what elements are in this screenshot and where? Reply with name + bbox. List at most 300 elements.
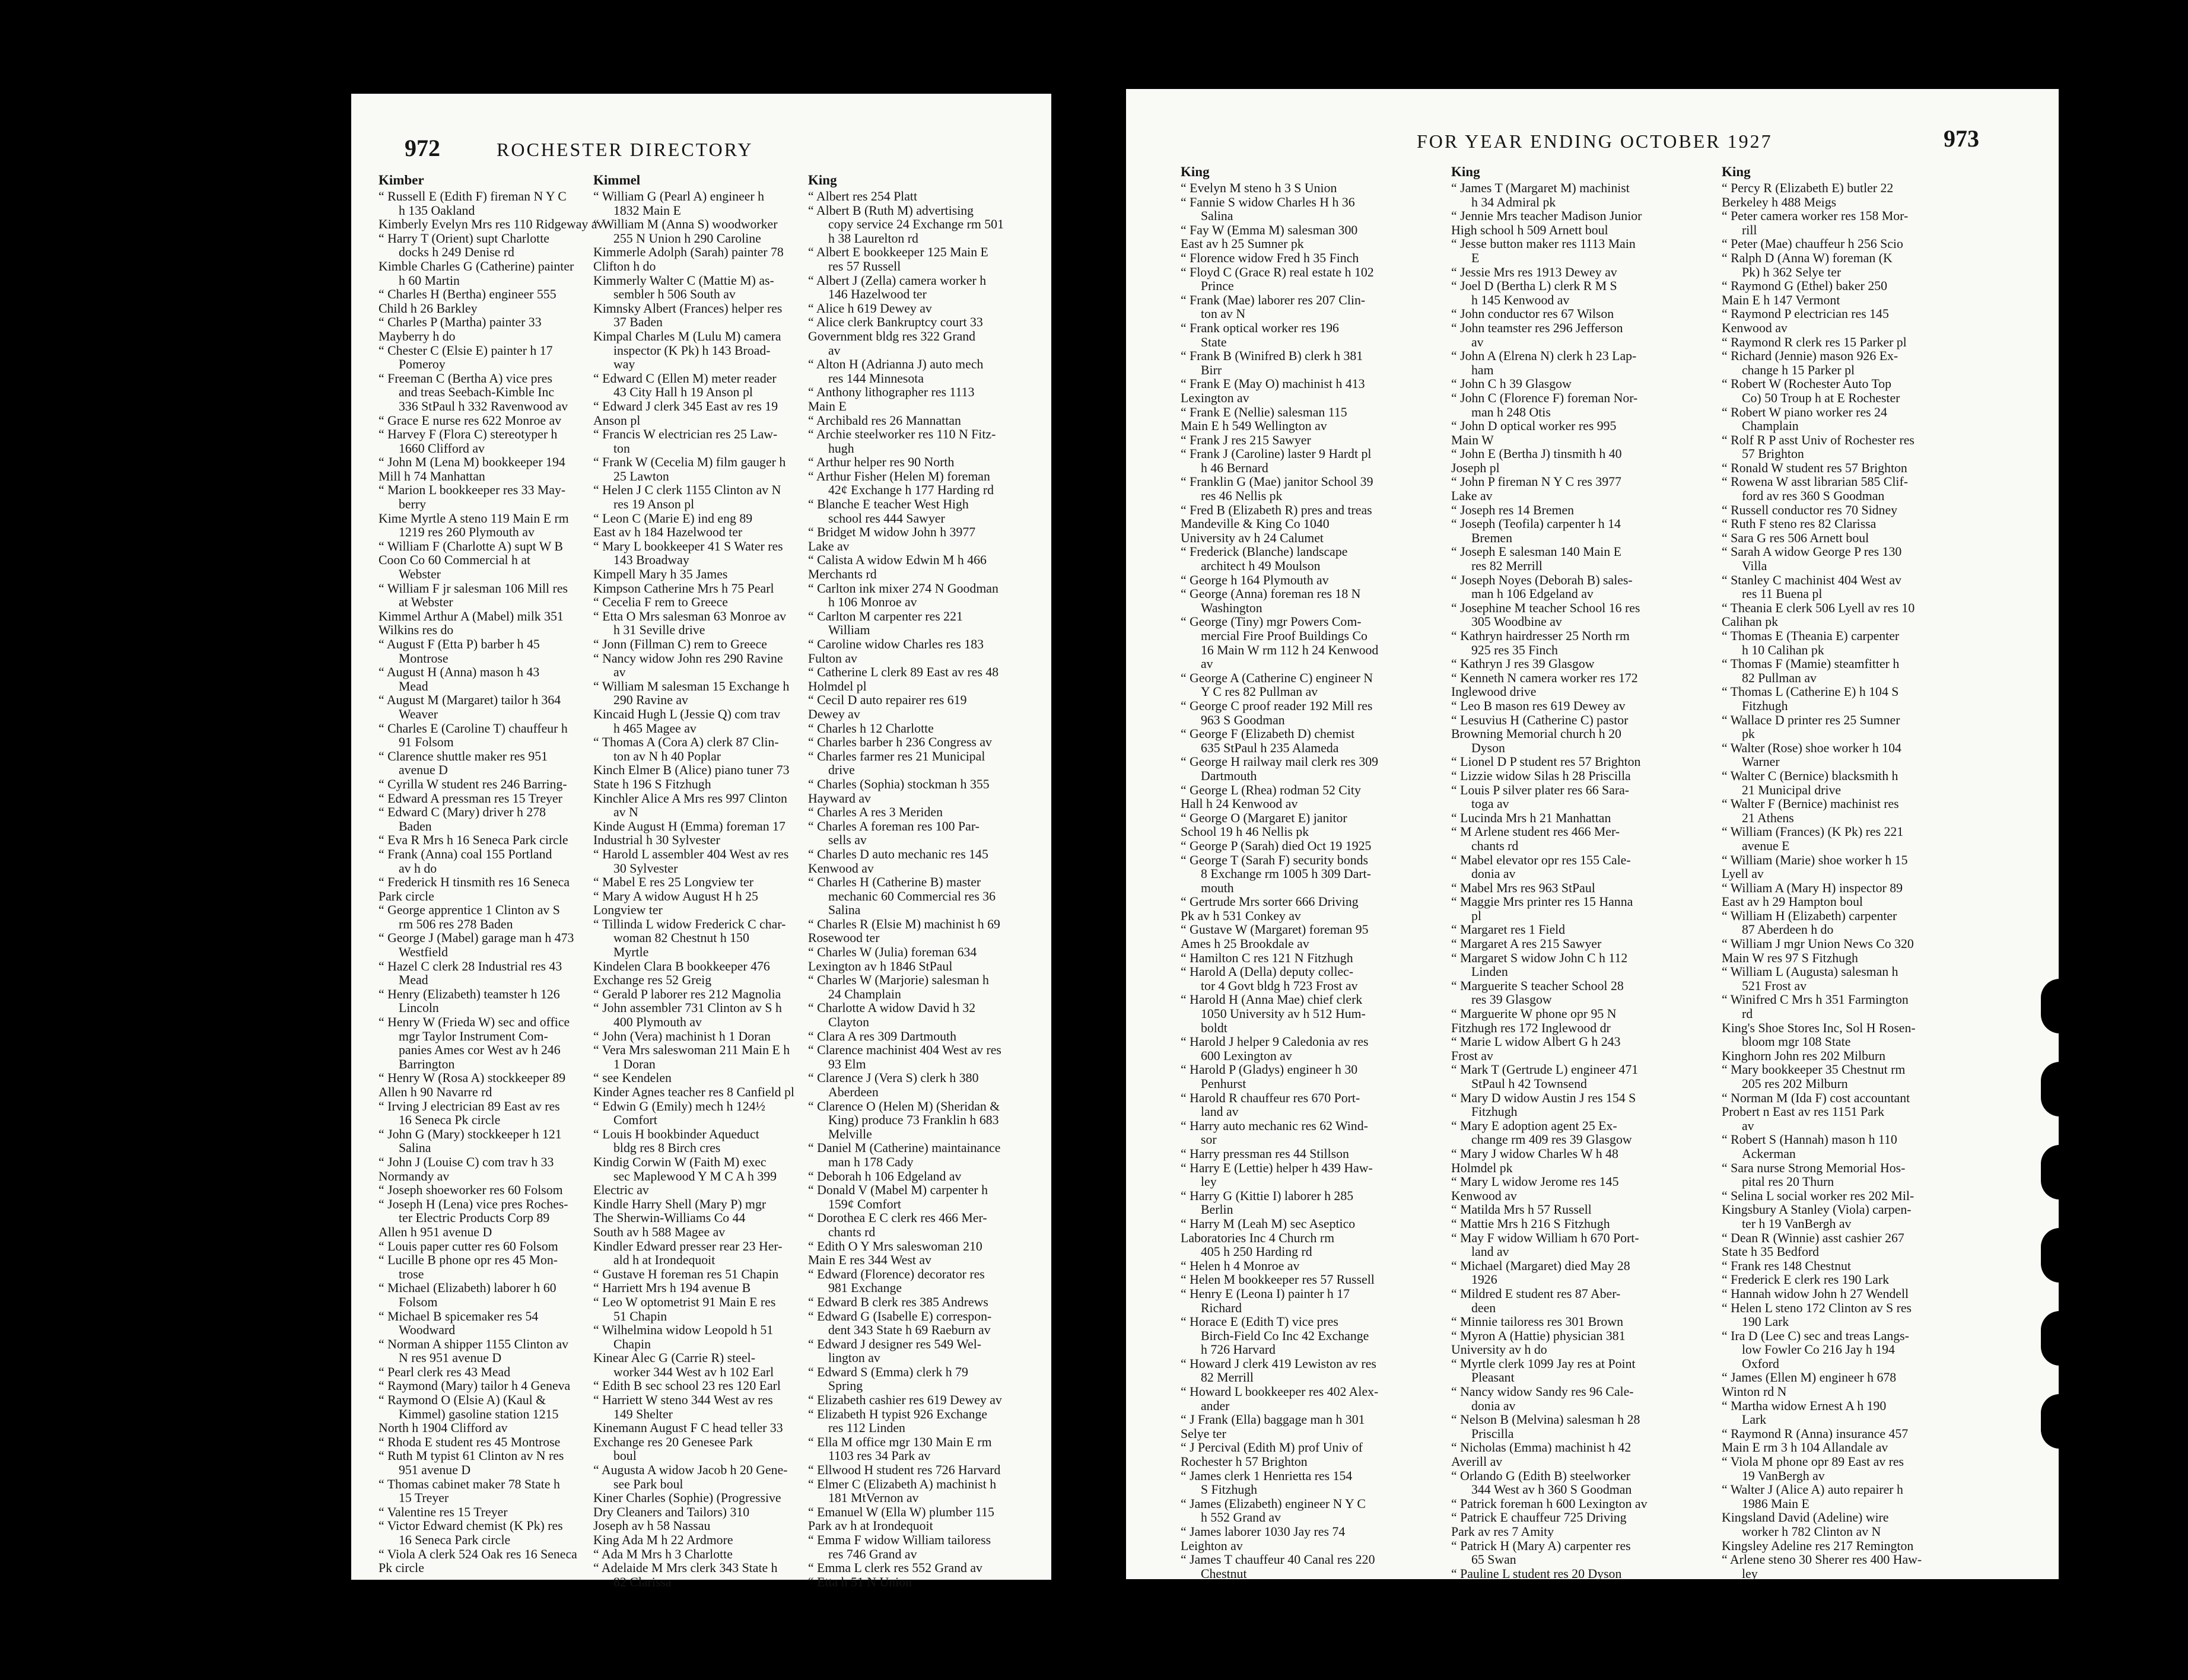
directory-entry: “ Evelyn M steno h 3 S Union [1181,181,1337,195]
directory-entry: “ Gertrude Mrs sorter 666 Driving [1181,895,1359,909]
directory-entry: lington av [828,1351,880,1366]
directory-entry: man h 178 Cady [828,1154,914,1169]
directory-entry: King's Shoe Stores Inc, Sol H Rosen- [1722,1020,1916,1035]
directory-entry: “ Horace E (Edith T) vice pres [1181,1315,1338,1329]
directory-entry: sells av [828,833,867,848]
directory-entry: chants rd [1471,838,1519,853]
directory-entry: “ Emma F widow William tailoress [808,1533,991,1547]
directory-entry: East av h 29 Hampton boul [1722,895,1863,909]
directory-entry: 205 res 202 Milburn [1742,1077,1848,1091]
directory-entry: 30 Sylvester [613,861,678,876]
directory-entry: “ Rolf R P asst Univ of Rochester res [1722,432,1914,447]
directory-entry: way [613,357,635,372]
directory-entry: ton [613,441,630,456]
directory-entry: change rm 409 res 39 Glasgow [1471,1132,1632,1147]
directory-entry: “ May F widow William h 670 Port- [1451,1230,1639,1245]
directory-entry: “ Harold H (Anna Mae) chief clerk [1181,992,1363,1007]
directory-entry: “ William M salesman 15 Exchange h [593,679,790,693]
directory-entry: “ George (Tiny) mgr Powers Com- [1181,615,1362,629]
directory-entry: Merchants rd [808,567,877,582]
directory-entry: “ Carlton M carpenter res 221 [808,609,963,623]
directory-entry: “ Adelaide M Mrs clerk 343 State h [593,1561,778,1576]
page-number: 973 [1944,125,1979,152]
directory-entry: State [1201,335,1227,349]
directory-entry: “ Alice h 619 Dewey av [808,301,932,316]
directory-entry: sembler h 506 South av [613,287,736,302]
directory-entry: “ Frank optical worker res 196 [1181,320,1339,335]
directory-entry: 21 Athens [1742,810,1794,825]
directory-entry: “ John P fireman N Y C res 3977 [1451,475,1621,489]
directory-entry: “ Archibald res 26 Mannattan [808,413,961,428]
directory-entry: “ Etta h 51 N Union [808,1574,912,1589]
directory-entry: “ Kenneth N camera worker res 172 [1451,670,1638,685]
directory-entry: Kimmerly Walter C (Mattie M) as- [593,273,774,288]
directory-entry: “ Chester C (Elsie E) painter h 17 [379,343,553,358]
directory-entry: “ John teamster res 296 Jefferson [1451,320,1623,335]
directory-entry: “ Daniel M (Catherine) maintainance [808,1141,1001,1156]
directory-entry: low Fowler Co 216 Jay h 194 [1742,1342,1895,1357]
directory-entry: North h 1904 Clifford av [379,1421,508,1436]
directory-entry: 1986 Main E [1742,1496,1809,1511]
directory-entry: “ Cyrilla W student res 246 Barring- [379,777,567,791]
running-head: FOR YEAR ENDING OCTOBER 1927 [1417,131,1773,152]
directory-entry: “ Mary D widow Austin J res 154 S [1451,1090,1636,1105]
directory-entry: “ Theania E clerk 506 Lyell av res 10 [1722,600,1915,615]
directory-entry: “ William M (Anna S) woodworker [593,217,778,232]
directory-entry: Bremen [1471,530,1512,545]
directory-entry: at Webster [399,595,453,610]
directory-entry: Rochester h 57 Brighton [1181,1455,1308,1469]
directory-entry: pital res 20 Thurn [1742,1175,1834,1189]
directory-entry: 43 City Hall h 19 Anson pl [613,385,753,400]
directory-entry: “ M Arlene student res 466 Mer- [1451,825,1620,839]
directory-entry: Park av res 7 Amity [1451,1525,1554,1539]
directory-entry: “ Vera Mrs saleswoman 211 Main E h [593,1043,790,1058]
directory-entry: “ Harry T (Orient) supt Charlotte [379,231,549,246]
directory-entry: “ Walter J (Alice A) auto repairer h [1722,1482,1903,1497]
directory-entry: Kinder Agnes teacher res 8 Canfield pl [593,1085,794,1099]
page-number: 972 [405,135,440,161]
directory-entry: “ Mary L widow Jerome res 145 [1451,1175,1619,1189]
directory-entry: Kinemann August F C head teller 33 [593,1421,783,1436]
directory-entry: berry [399,497,426,512]
directory-entry: Kindler Edward presser rear 23 Her- [593,1239,783,1253]
thumb-index-notch [2041,1145,2079,1199]
directory-entry: res 39 Glasgow [1471,992,1552,1007]
directory-entry: “ Catherine L clerk 89 East av res 48 [808,665,999,680]
directory-entry: h 46 Bernard [1201,460,1268,475]
directory-entry: school res 444 Sawyer [828,511,945,526]
column-heading: King [808,173,837,187]
directory-entry: Park circle [379,889,434,903]
directory-entry: copy service 24 Exchange rm 501 [828,217,1004,232]
thumb-index-notch [2041,1062,2079,1116]
directory-entry: pl [1471,908,1481,923]
directory-entry: “ Ronald W student res 57 Brighton [1722,460,1907,475]
directory-entry: “ Cecelia F rem to Greece [593,595,728,610]
directory-entry: “ Charles E (Caroline T) chauffeur h [379,721,568,736]
directory-entry: boldt [1201,1020,1227,1035]
directory-entry: “ Sara nurse Strong Memorial Hos- [1722,1160,1906,1175]
directory-entry: h 465 Magee av [613,721,697,736]
directory-entry: “ William A (Mary H) inspector 89 [1722,880,1903,895]
left-directory-page [351,94,1051,1589]
directory-entry: King Ada M h 22 Ardmore [593,1533,733,1547]
directory-entry: 91 Folsom [399,735,454,750]
directory-entry: “ Martha widow Ernest A h 190 [1722,1398,1887,1413]
directory-entry: ald h at Irondequoit [613,1253,715,1268]
directory-entry: “ Calista A widow Edwin M h 466 [808,553,987,568]
directory-entry: Lexington av h 1846 StPaul [808,959,953,973]
directory-entry: 24 Champlain [828,987,901,1001]
directory-entry: Holmdel pk [1451,1160,1513,1175]
directory-entry: “ Helen J C clerk 1155 Clinton av N [593,483,781,498]
thumb-index-notch [2041,1228,2079,1283]
directory-entry: “ Edith B sec school 23 res 120 Earl [593,1379,781,1393]
directory-entry: 42¢ Exchange h 177 Harding rd [828,483,994,498]
directory-entry: 87 Aberdeen h do [1742,922,1834,937]
directory-entry: Joseph pl [1451,460,1500,475]
directory-entry: “ J Frank (Ella) baggage man h 301 [1181,1412,1365,1427]
directory-entry: Rosewood ter [808,931,880,946]
directory-entry: 963 S Goodman [1201,712,1285,727]
directory-entry: avenue D [399,763,448,778]
directory-entry: “ George A (Catherine C) engineer N [1181,670,1373,685]
directory-entry: ham [1471,362,1494,377]
directory-entry: Westfield [399,945,448,960]
directory-entry: “ Joseph shoeworker res 60 Folsom [379,1183,563,1198]
directory-entry: 1103 res 34 Park av [828,1449,931,1463]
directory-entry: Joseph av h 58 Nassau [593,1519,711,1533]
directory-entry: Park av h at Irondequoit [808,1519,933,1533]
directory-entry: Berkeley h 488 Meigs [1722,195,1837,209]
directory-entry: “ James clerk 1 Henrietta res 154 [1181,1468,1353,1483]
directory-entry: “ Marguerite S teacher School 28 [1451,978,1624,993]
directory-entry: 600 Lexington av [1201,1048,1292,1063]
column-heading: King [1451,164,1480,179]
directory-entry: 16 Main W rm 112 h 24 Kenwood [1201,642,1379,657]
directory-entry: “ Arlene steno 30 Sherer res 400 Haw- [1722,1552,1922,1567]
directory-entry: Pk av h 531 Conkey av [1181,908,1301,923]
directory-entry: bloom mgr 108 State [1742,1035,1851,1049]
directory-entry: bldg res 8 Birch cres [613,1141,721,1156]
directory-entry: inspector (K Pk) h 143 Broad- [613,343,771,358]
directory-entry: “ Fannie S widow Charles H h 36 [1181,195,1355,209]
directory-entry: av [1201,657,1213,672]
directory-entry: 1 Doran [613,1057,656,1071]
directory-entry: “ John (Vera) machinist h 1 Doran [593,1029,771,1043]
directory-entry: “ Raymond G (Ethel) baker 250 [1722,279,1888,294]
directory-entry: Kiner Charles (Sophie) (Progressive [593,1491,781,1506]
directory-entry: “ Margaret res 1 Field [1451,922,1566,937]
directory-entry: “ Clarence J (Vera S) clerk h 380 [808,1071,979,1086]
directory-entry: Main W res 97 S Fitzhugh [1722,950,1858,965]
directory-entry: School 19 h 46 Nellis pk [1181,825,1309,839]
directory-entry: Richard [1201,1300,1242,1315]
directory-entry: “ Mary J widow Charles W h 48 [1451,1146,1618,1161]
directory-entry: “ Charles A foreman res 100 Par- [808,819,979,833]
directory-entry: Kinear Alec G (Carrie R) steel- [593,1351,755,1366]
directory-entry: “ Edith O Y Mrs saleswoman 210 [808,1239,982,1253]
directory-entry: “ Hamilton C res 121 N Fitzhugh [1181,950,1353,965]
directory-entry: East av h 25 Sumner pk [1181,237,1304,252]
directory-entry: Calihan pk [1722,615,1779,629]
directory-entry: “ Kathryn hairdresser 25 North rm [1451,629,1630,643]
directory-entry: “ Harry G (Kittie I) laborer h 285 [1181,1188,1354,1203]
directory-entry: “ Orlando G (Edith B) steelworker [1451,1468,1631,1483]
directory-entry: “ Bridget M widow John h 3977 [808,525,976,540]
directory-entry: “ Carlton ink mixer 274 N Goodman [808,581,998,596]
directory-entry: “ Louis paper cutter res 60 Folsom [379,1239,558,1253]
directory-entry: “ John assembler 731 Clinton av S h [593,1001,782,1016]
directory-entry: ley [1201,1175,1217,1189]
directory-entry: “ Victor Edward chemist (K Pk) res [379,1519,563,1533]
directory-entry: h 552 Grand av [1201,1510,1281,1525]
directory-entry: Main E [808,399,847,413]
directory-entry: “ Mildred E student res 87 Aber- [1451,1286,1621,1301]
directory-entry: Hall h 24 Kenwood av [1181,797,1298,812]
directory-entry: “ Robert S (Hannah) mason h 110 [1722,1132,1897,1147]
directory-entry: “ Francis W electrician res 25 Law- [593,427,778,442]
directory-entry: “ Viola A clerk 524 Oak res 16 Seneca [379,1547,577,1561]
thumb-index-notch [2041,1394,2079,1449]
directory-entry: “ William J mgr Union News Co 320 [1722,937,1914,952]
directory-entry: Aberdeen [828,1085,879,1099]
directory-entry: Folsom [399,1294,438,1309]
directory-entry: Clayton [828,1015,870,1030]
directory-entry: res 19 Anson pl [613,497,695,512]
directory-entry: Villa [1742,559,1767,574]
directory-entry: Leighton av [1181,1538,1243,1553]
directory-entry: Mayberry h do [379,329,456,343]
directory-entry: Barrington [399,1057,455,1071]
directory-entry: toga av [1471,797,1509,812]
directory-entry: 1050 University av h 512 Hum- [1201,1007,1366,1022]
directory-entry: “ Gustave H foreman res 51 Chapin [593,1267,779,1281]
directory-entry: 25 Lawton [613,469,669,483]
directory-entry: rm 506 res 278 Baden [399,917,513,931]
directory-entry: “ Margaret A res 215 Sawyer [1451,937,1602,952]
directory-entry: “ Edward B clerk res 385 Andrews [808,1294,988,1309]
directory-entry: “ John M (Lena M) bookkeeper 194 [379,455,565,470]
directory-entry: “ Edward C (Mary) driver h 278 [379,805,546,820]
directory-entry: 190 Lark [1742,1315,1789,1329]
directory-entry: StPaul h 42 Townsend [1471,1077,1587,1091]
directory-entry: Laboratories Inc 4 Church rm [1181,1230,1335,1245]
directory-entry: “ Charles farmer res 21 Municipal [808,749,985,763]
column-heading: King [1722,164,1751,179]
directory-entry: Kindig Corwin W (Faith M) exec [593,1154,767,1169]
directory-entry: “ Lesuvius H (Catherine C) pastor [1451,712,1629,727]
directory-entry: Clifton h do [593,259,656,273]
directory-entry: “ Lizzie widow Silas h 28 Priscilla [1451,768,1631,783]
directory-entry: “ Fred B (Elizabeth R) pres and treas [1181,502,1372,517]
directory-entry: “ Charles h 12 Charlotte [808,721,934,736]
directory-entry: State h 35 Bedford [1722,1245,1820,1259]
directory-entry: Ames h 25 Brookdale av [1181,937,1309,952]
directory-entry: “ Nicholas (Emma) machinist h 42 [1451,1440,1632,1455]
directory-entry: “ George O (Margaret E) janitor [1181,810,1347,825]
directory-column [808,173,1022,1589]
running-head: ROCHESTER DIRECTORY [497,139,753,160]
directory-entry: ter h 19 VanBergh av [1742,1216,1852,1231]
directory-entry: mechanic 60 Commercial res 36 [828,889,996,903]
directory-entry: “ William L (Augusta) salesman h [1722,965,1898,979]
directory-entry: 15 Treyer [399,1491,449,1506]
directory-entry: worker 344 West av h 102 Earl [613,1364,774,1379]
directory-entry: res 746 Grand av [828,1547,917,1561]
directory-entry: av N [613,805,638,820]
directory-entry: “ Emma L clerk res 552 Grand av [808,1561,982,1576]
directory-entry: “ Frank J res 215 Sawyer [1181,432,1311,447]
directory-entry: 925 res 35 Finch [1471,642,1558,657]
directory-entry: Kimberly Evelyn Mrs res 110 Ridgeway av [379,217,604,232]
directory-entry: 82 Merrill [1201,1370,1254,1385]
directory-entry: Coon Co 60 Commercial h at [379,553,531,568]
directory-entry: William [828,623,870,638]
directory-column [1722,165,1971,1581]
directory-entry: Kime Myrtle A steno 119 Main E rm [379,511,569,526]
directory-entry: 521 Frost av [1742,978,1807,993]
directory-entry: Kenwood av [1722,320,1788,335]
directory-entry: avenue E [1742,838,1790,853]
directory-entry: 290 Ravine av [613,693,688,708]
directory-entry: “ Michael B spicemaker res 54 [379,1309,539,1323]
directory-entry: “ Frank B (Winifred B) clerk h 381 [1181,349,1363,364]
directory-entry: Melville [828,1127,872,1141]
directory-column [379,173,604,1576]
directory-entry: “ Albert res 254 Platt [808,189,918,203]
directory-entry: “ Walter C (Bernice) blacksmith h [1722,768,1898,783]
directory-entry: “ Frank E (Nellie) salesman 115 [1181,405,1347,419]
directory-entry: “ Patrick foreman h 600 Lexington av [1451,1496,1648,1511]
directory-entry: “ Patrick E chauffeur 725 Driving [1451,1510,1627,1525]
directory-entry: “ Helen L steno 172 Clinton av S res [1722,1300,1912,1315]
directory-entry: “ Harry auto mechanic res 62 Wind- [1181,1118,1368,1133]
directory-entry: “ Nelson B (Melvina) salesman h 28 [1451,1412,1640,1427]
directory-entry: “ Mattie Mrs h 216 S Fitzhugh [1451,1216,1610,1231]
directory-entry: “ Helen h 4 Monroe av [1181,1258,1300,1273]
directory-entry: Comfort [613,1113,657,1128]
directory-entry: “ Russell conductor res 70 Sidney [1722,502,1898,517]
directory-entry: Main E h 147 Vermont [1722,292,1840,307]
directory-entry: Lark [1742,1412,1767,1427]
directory-entry: docks h 249 Denise rd [399,245,514,260]
directory-entry: “ Ellwood H student res 726 Harvard [808,1463,1001,1478]
directory-entry: res 112 Linden [828,1421,905,1436]
directory-entry: 1660 Clifford av [399,441,485,456]
directory-entry: “ Franklin G (Mae) janitor School 39 [1181,475,1373,489]
directory-entry: “ William (Frances) (K Pk) res 221 [1722,825,1904,839]
directory-entry: Main E h 549 Wellington av [1181,419,1327,434]
directory-entry: Main E res 344 West av [808,1253,931,1268]
directory-entry: “ Howard J clerk 419 Lewiston av res [1181,1356,1376,1371]
directory-entry: “ Rowena W asst librarian 585 Clif- [1722,475,1908,489]
directory-entry: Prince [1201,279,1234,294]
directory-entry: “ Harvey F (Flora C) stereotyper h [379,427,558,442]
directory-entry: Kingsley Adeline res 217 Remington [1722,1538,1914,1553]
directory-entry: change h 15 Parker pl [1742,362,1855,377]
directory-entry: Pleasant [1471,1370,1515,1385]
directory-entry: “ Frank J (Caroline) laster 9 Hardt pl [1181,447,1372,462]
directory-entry: “ Frederick E clerk res 190 Lark [1722,1272,1890,1287]
directory-entry: res 82 Merrill [1471,559,1543,574]
directory-entry: Dartmouth [1201,768,1257,783]
directory-entry: “ Alice clerk Bankruptcy court 33 [808,315,983,330]
directory-entry: E [1471,250,1480,265]
directory-entry: “ Ada M Mrs h 3 Charlotte [593,1547,733,1561]
directory-entry: deen [1471,1300,1496,1315]
directory-entry: “ Lucille B phone opr res 45 Mon- [379,1253,558,1268]
directory-entry: 400 Plymouth av [613,1015,702,1030]
directory-entry: av [1471,335,1484,349]
directory-entry: ton av N [1201,307,1246,322]
directory-entry: 951 avenue D [399,1463,471,1478]
directory-entry: “ Norman M (Ida F) cost accountant [1722,1090,1910,1105]
directory-entry: “ Stanley C machinist 404 West av [1722,572,1901,587]
directory-entry: “ Harry pressman res 44 Stillson [1181,1146,1349,1161]
directory-entry: Kimpal Charles M (Lulu M) camera [593,329,781,343]
directory-entry: woman 82 Chestnut h 150 [613,931,749,946]
directory-entry: h 106 Monroe av [828,595,917,610]
directory-entry: “ Blanche E teacher West High [808,497,969,512]
directory-entry: “ Sarah A widow George P res 130 [1722,545,1902,559]
directory-entry: Kingsbury A Stanley (Viola) carpen- [1722,1202,1912,1217]
directory-entry: 65 Swan [1471,1552,1516,1567]
directory-entry: Oxford [1742,1356,1779,1371]
directory-entry: “ Mabel E res 25 Longview ter [593,875,753,890]
directory-entry: “ George F (Elizabeth D) chemist [1181,727,1355,742]
directory-entry: ander [1201,1398,1230,1413]
directory-entry: 16 Seneca Park circle [399,1533,511,1547]
directory-entry: Mandeville & King Co 1040 [1181,517,1330,532]
directory-entry: h 38 Laurelton rd [828,231,918,246]
directory-entry: h 34 Admiral pk [1471,195,1556,209]
directory-entry: “ Ruth M typist 61 Clinton av N res [379,1449,564,1463]
directory-entry: Fitzhugh [1471,1105,1518,1119]
directory-entry: “ Henry E (Leona I) painter h 17 [1181,1286,1350,1301]
directory-entry: “ Alton H (Adrianna J) auto mech [808,357,984,372]
directory-entry: University av h do [1451,1342,1547,1357]
directory-entry: 8 Exchange rm 1005 h 309 Dart- [1201,867,1371,882]
directory-entry: “ Frank res 148 Chestnut [1722,1258,1851,1273]
directory-entry: “ Ralph D (Anna W) foreman (K [1722,250,1893,265]
directory-entry: Dyson [1471,740,1505,755]
directory-entry: “ Henry (Elizabeth) teamster h 126 [379,987,560,1001]
directory-entry: boul [613,1449,637,1463]
directory-entry: Anson pl [593,413,641,428]
directory-entry: av [828,343,841,358]
directory-entry: “ Harold P (Gladys) engineer h 30 [1181,1062,1358,1077]
directory-entry: h 10 Calihan pk [1742,642,1824,657]
directory-entry: “ Joseph Noyes (Deborah B) sales- [1451,572,1633,587]
directory-entry: “ Viola M phone opr 89 East av res [1722,1455,1904,1469]
directory-entry: “ Richard (Jennie) mason 926 Ex- [1722,349,1898,364]
directory-entry: rill [1742,222,1757,237]
directory-entry: h 31 Seville drive [613,623,705,638]
directory-entry: Kimpell Mary h 35 James [593,567,728,582]
directory-entry: ter Electric Products Corp 89 [399,1211,550,1226]
directory-entry: Kinchler Alice A Mrs res 997 Clinton [593,791,787,806]
directory-entry: Mill h 74 Manhattan [379,469,485,483]
directory-entry: “ Lionel D P student res 57 Brighton [1451,755,1641,769]
thumb-index-notch [2041,979,2079,1033]
directory-entry: Warner [1742,755,1780,769]
directory-entry: “ Charles H (Catherine B) master [808,875,981,890]
directory-entry: “ Ruth F steno res 82 Clarissa [1722,517,1877,532]
directory-entry: “ Josephine M teacher School 16 res [1451,600,1640,615]
directory-entry: see Park boul [613,1477,683,1491]
